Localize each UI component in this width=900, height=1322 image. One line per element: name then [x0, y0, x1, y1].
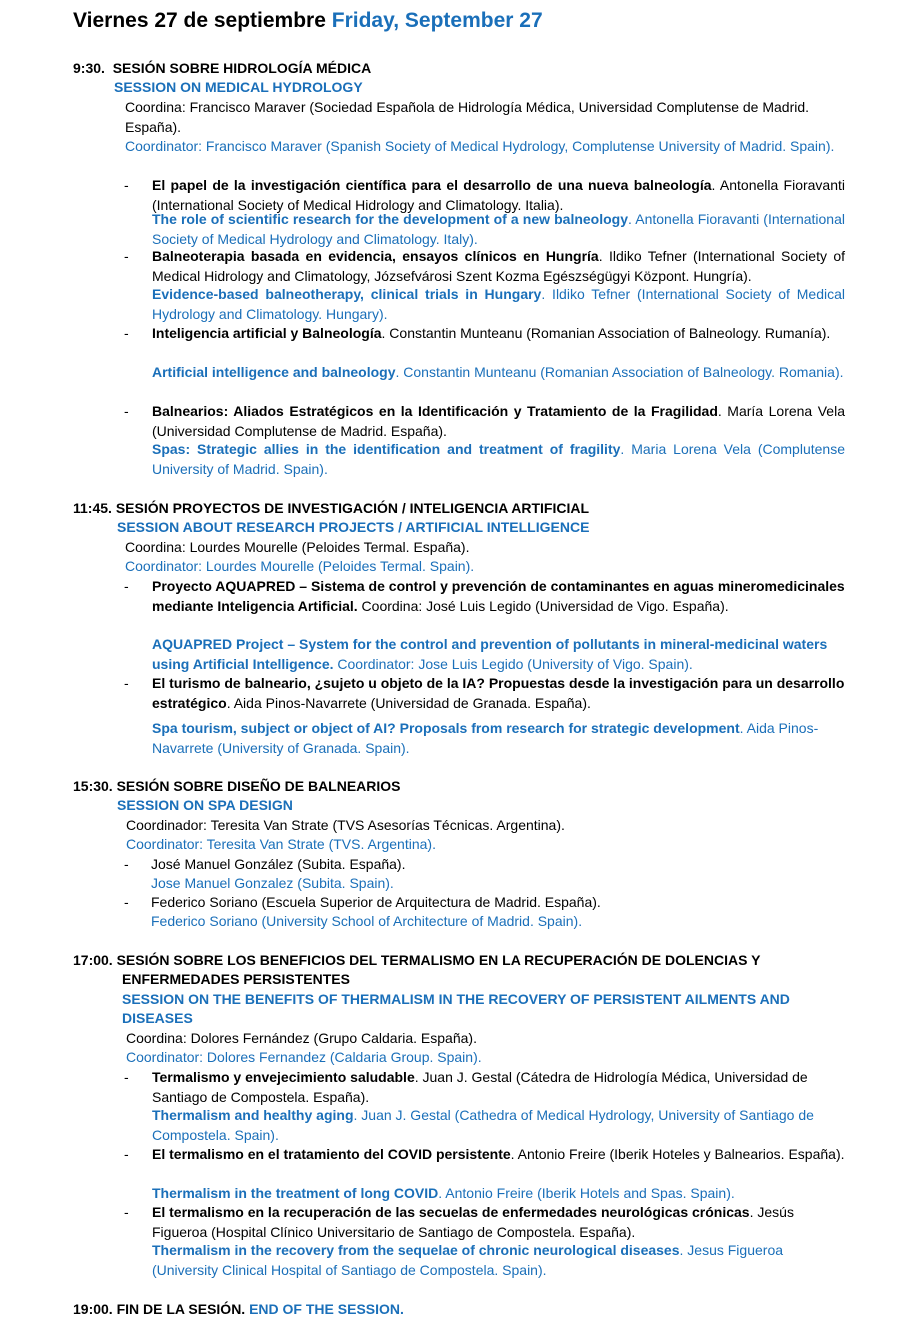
talk-authors: . Constantin Munteanu (Romanian Association of Balneology. Romania). — [395, 364, 844, 380]
talk-authors: . Antonio Freire (Iberik Hoteles y Balnearios. España). — [510, 1146, 845, 1162]
bullet: - — [124, 1069, 129, 1085]
talk-authors: . Ildiko Tefner (International Society of Medical Hidrology and Climatology, Józsefvárosi Szent Kozma Egészségügyi Központ. Hungría). — [152, 248, 845, 284]
bullet: - — [124, 325, 129, 341]
bullet: - — [124, 856, 129, 872]
talk-3-2-es: Federico Soriano (Escuela Superior de Arquitectura de Madrid. España). — [151, 894, 601, 910]
talk-authors: . Jesús Figueroa (Hospital Clínico Universitario de Santiago de Compostela. España). — [152, 1204, 794, 1240]
talk-2-2-en — [152, 719, 845, 758]
talk-title: Termalismo y envejecimiento saludable — [152, 1069, 415, 1085]
talk-1-1-en — [152, 210, 845, 249]
talk-title: Thermalism in the treatment of long COVID — [152, 1185, 439, 1201]
bullet: - — [124, 177, 129, 193]
section-2-time: 11:45. — [73, 500, 112, 516]
section-1-time: 9:30. — [73, 60, 105, 76]
closing-en: END OF THE SESSION. — [249, 1301, 404, 1317]
closing-es: FIN DE LA SESIÓN. — [116, 1301, 246, 1317]
talk-3-1-en: Jose Manuel Gonzalez (Subita. Spain). — [151, 875, 394, 891]
bullet: - — [124, 1204, 129, 1220]
talk-authors: . Juan J. Gestal (Cátedra de Hidrología Médica, Universidad de Santiago de Compostela. España). — [152, 1069, 808, 1105]
talk-authors: . Jesus Figueroa (University Clinical Hospital of Santiago de Compostela. Spain). — [152, 1242, 784, 1278]
bullet: - — [124, 578, 129, 594]
talk-authors: . Antonella Fioravanti (International Society of Medical Hidrology and Climatology. Italia). — [152, 177, 846, 213]
talk-title: Thermalism and healthy aging — [152, 1107, 354, 1123]
talk-title: Spa tourism, subject or object of AI? Proposals from research for strategic development — [152, 720, 740, 736]
talk-title: Spas: Strategic allies in the identification and treatment of fragility — [152, 441, 621, 457]
section-2-coordinator-en: Coordinator: Lourdes Mourelle (Peloides Termal. Spain). — [125, 558, 475, 574]
bullet: - — [124, 248, 129, 264]
section-4-title-es-line1: SESIÓN SOBRE LOS BENEFICIOS DEL TERMALISMO EN LA RECUPERACIÓN DE DOLENCIAS Y — [116, 952, 761, 968]
section-4-heading — [73, 951, 760, 971]
talk-4-3-es — [152, 1203, 845, 1242]
section-1-coordinator-es: Coordina: Francisco Maraver (Sociedad Española de Hidrología Médica, Universidad Complutense de Madrid. España). — [125, 99, 810, 135]
talk-3-1-es: José Manuel González (Subita. España). — [151, 856, 406, 872]
section-1-coordinator-en: Coordinator: Francisco Maraver (Spanish Society of Medical Hydrology, Complutense University of Madrid. Spain). — [125, 138, 835, 154]
talk-4-1-en — [152, 1106, 845, 1145]
talk-title: Artificial intelligence and balneology — [152, 364, 396, 380]
talk-authors: . Antonella Fioravanti (International Society of Medical Hydrology and Climatology. Italy). — [152, 211, 845, 247]
talk-1-4-en — [152, 440, 845, 479]
bullet: - — [124, 675, 129, 691]
section-4-coordinator-en: Coordinator: Dolores Fernandez (Caldaria Group. Spain). — [126, 1049, 482, 1065]
section-4-title-es-line2: ENFERMEDADES PERSISTENTES — [122, 971, 350, 987]
talk-authors: . Juan J. Gestal (Cathedra of Medical Hydrology, University of Santiago de Compostela. Spain). — [152, 1107, 814, 1143]
section-2-title-en: SESSION ABOUT RESEARCH PROJECTS / ARTIFICIAL INTELLIGENCE — [117, 519, 590, 535]
section-3-title-es: SESIÓN SOBRE DISEÑO DE BALNEARIOS — [116, 778, 401, 794]
talk-authors: Coordinator: Jose Luis Legido (University of Vigo. Spain). — [333, 655, 693, 672]
talk-4-2-es — [152, 1145, 845, 1165]
section-3-heading — [73, 777, 401, 797]
talk-title: El termalismo en el tratamiento del COVID persistente — [152, 1146, 511, 1162]
talk-title: Thermalism in the recovery from the sequelae of chronic neurological diseases — [152, 1242, 680, 1258]
talk-4-1-es — [152, 1068, 845, 1107]
talk-title: The role of scientific research for the development of a new balneology — [152, 211, 629, 227]
talk-authors: . Aida Pinos-Navarrete (Universidad de Granada. España). — [226, 694, 591, 711]
day-en: Friday, September 27 — [331, 9, 543, 32]
section-2-coordinator-es: Coordina: Lourdes Mourelle (Peloides Termal. España). — [125, 539, 470, 555]
section-1-title-en: SESSION ON MEDICAL HYDROLOGY — [114, 79, 363, 95]
talk-title: Proyecto AQUAPRED – Sistema de control y prevención de contaminantes en aguas mineromedicinales mediante Inteligencia Artificial. — [152, 578, 845, 614]
section-2-title-es: SESIÓN PROYECTOS DE INVESTIGACIÓN / INTELIGENCIA ARTIFICIAL — [115, 500, 590, 516]
talk-title: Balneoterapia basada en evidencia, ensayos clínicos en Hungría — [152, 248, 599, 264]
section-4-title-en-line2: DISEASES — [122, 1010, 193, 1026]
talk-title: Inteligencia artificial y Balneología — [152, 325, 382, 341]
section-3-time: 15:30. — [73, 778, 113, 794]
bullet: - — [124, 1146, 129, 1162]
talk-1-3-en — [152, 363, 845, 383]
section-1-title-es: SESIÓN SOBRE HIDROLOGÍA MÉDICA — [112, 60, 372, 76]
day-heading — [73, 9, 543, 33]
section-4-title-en-line1: SESSION ON THE BENEFITS OF THERMALISM IN THE RECOVERY OF PERSISTENT AILMENTS AND — [122, 991, 790, 1007]
talk-authors: . Constantin Munteanu (Romanian Association of Balneology. Rumanía). — [381, 325, 831, 341]
section-3-coordinator-en: Coordinator: Teresita Van Strate (TVS. Argentina). — [126, 836, 436, 852]
talk-authors: . Aida Pinos-Navarrete (University of Granada. Spain). — [152, 720, 819, 756]
talk-4-2-en — [152, 1184, 845, 1204]
talk-title: Evidence-based balneotherapy, clinical trials in Hungary — [152, 286, 542, 302]
talk-1-2-es — [152, 247, 845, 286]
section-4-time: 17:00. — [73, 952, 113, 968]
talk-authors: . Ildiko Tefner (International Society of Medical Hydrology and Climatology. Hungary). — [152, 286, 845, 322]
talk-title: El termalismo en la recuperación de las secuelas de enfermedades neurológicas crónicas — [152, 1204, 750, 1220]
day-es: Viernes 27 de septiembre — [73, 9, 326, 32]
section-2-heading — [73, 499, 589, 519]
talk-title: El papel de la investigación científica para el desarrollo de una nueva balneología — [152, 177, 712, 193]
talk-authors: . María Lorena Vela (Universidad Complutense de Madrid. España). — [152, 403, 845, 439]
closing-line — [73, 1300, 404, 1320]
talk-4-3-en — [152, 1241, 845, 1280]
section-4-coordinator-es: Coordina: Dolores Fernández (Grupo Caldaria. España). — [126, 1030, 477, 1046]
talk-title: AQUAPRED Project – System for the control and prevention of pollutants in mineral-medicinal waters using Artificial Intelligence. — [152, 636, 828, 672]
section-1-heading — [73, 59, 371, 79]
section-3-title-en: SESSION ON SPA DESIGN — [117, 797, 293, 813]
talk-1-4-es — [152, 402, 845, 441]
closing-time: 19:00. — [73, 1301, 113, 1317]
talk-2-1-es — [152, 577, 845, 616]
talk-authors: Coordina: José Luis Legido (Universidad de Vigo. España). — [357, 597, 729, 614]
talk-3-2-en: Federico Soriano (University School of Architecture of Madrid. Spain). — [151, 913, 583, 929]
talk-authors: . Antonio Freire (Iberik Hotels and Spas. Spain). — [438, 1185, 735, 1201]
bullet: - — [124, 403, 129, 419]
talk-2-1-en — [152, 635, 845, 674]
bullet: - — [124, 894, 129, 910]
talk-1-2-en — [152, 285, 845, 324]
talk-2-2-es — [152, 674, 845, 713]
talk-1-3-es — [152, 324, 845, 344]
talk-title: Balnearios: Aliados Estratégicos en la Identificación y Tratamiento de la Fragilidad — [152, 403, 718, 419]
talk-authors: . Maria Lorena Vela (Complutense University of Madrid. Spain). — [152, 441, 845, 477]
section-3-coordinator-es: Coordinador: Teresita Van Strate (TVS Asesorías Técnicas. Argentina). — [126, 817, 565, 833]
talk-title: El turismo de balneario, ¿sujeto u objeto de la IA? Propuestas desde la investigación para un desarrollo estratégico — [152, 675, 845, 711]
